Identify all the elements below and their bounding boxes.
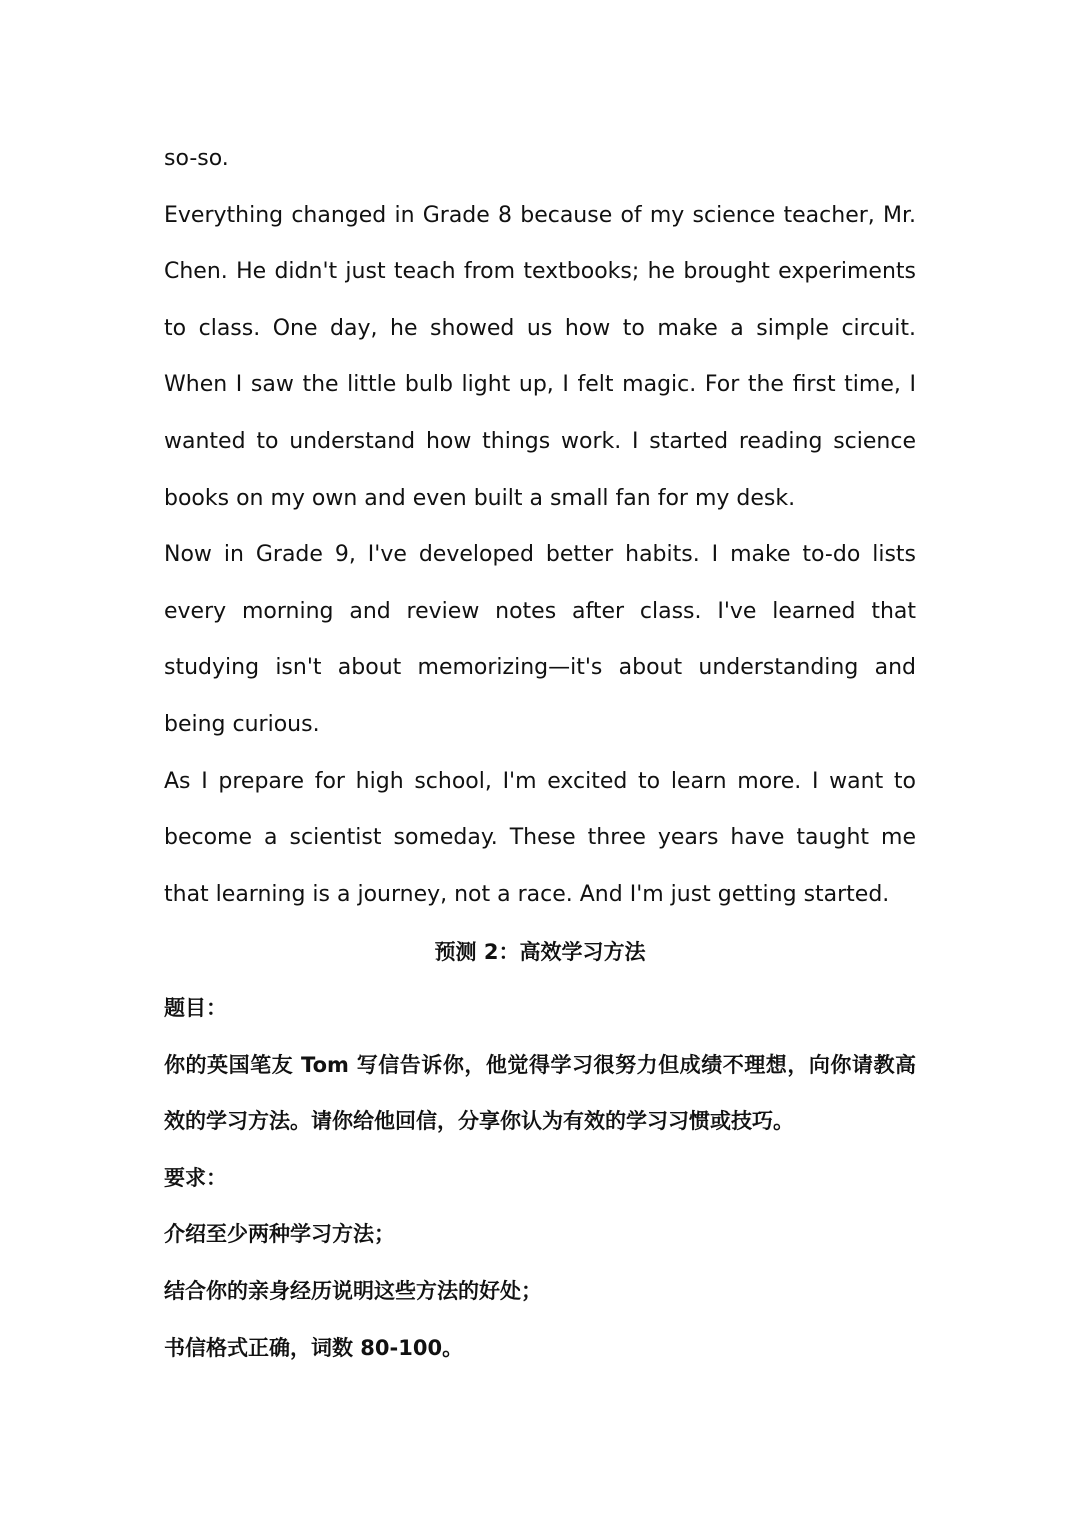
requirement-item: 结合你的亲身经历说明这些方法的好处； [164, 1278, 542, 1303]
essay-paragraph: so-so. [164, 146, 229, 171]
essay-paragraph: Now in Grade 9, I've developed better habits. I make to-do lists every morning and review notes after class. I've learned that studying isn't about memorizing—it's about understanding and being curious. [164, 542, 916, 737]
essay-paragraph: Everything changed in Grade 8 because of my science teacher, Mr. Chen. He didn't just teach from textbooks; he brought experiments to class. One day, he showed us how to make a simple circuit. When I saw the little bulb light up, I felt magic. For the first time, I wanted to understand how things work. I started reading science books on my own and even built a small fan for my desk. [164, 202, 916, 511]
essay-body [164, 131, 916, 923]
requirements-label: 要求： [164, 1165, 227, 1190]
section-title: 预测 2：高效学习方法 [434, 940, 646, 964]
topic-text: 你的英国笔友 Tom 写信告诉你，他觉得学习很努力但成绩不理想，向你请教高效的学习方法。请你给他回信，分享你认为有效的学习习惯或技巧。 [164, 1052, 916, 1134]
topic-label: 题目： [164, 996, 227, 1020]
requirement-item: 书信格式正确，词数 80-100。 [164, 1335, 464, 1360]
essay-paragraph: As I prepare for high school, I'm excited to learn more. I want to become a scientist someday. These three years have taught me that learning is a journey, not a race. And I'm just getting started. [164, 768, 916, 907]
task-block [164, 980, 916, 1376]
requirement-item: 介绍至少两种学习方法； [164, 1222, 395, 1247]
